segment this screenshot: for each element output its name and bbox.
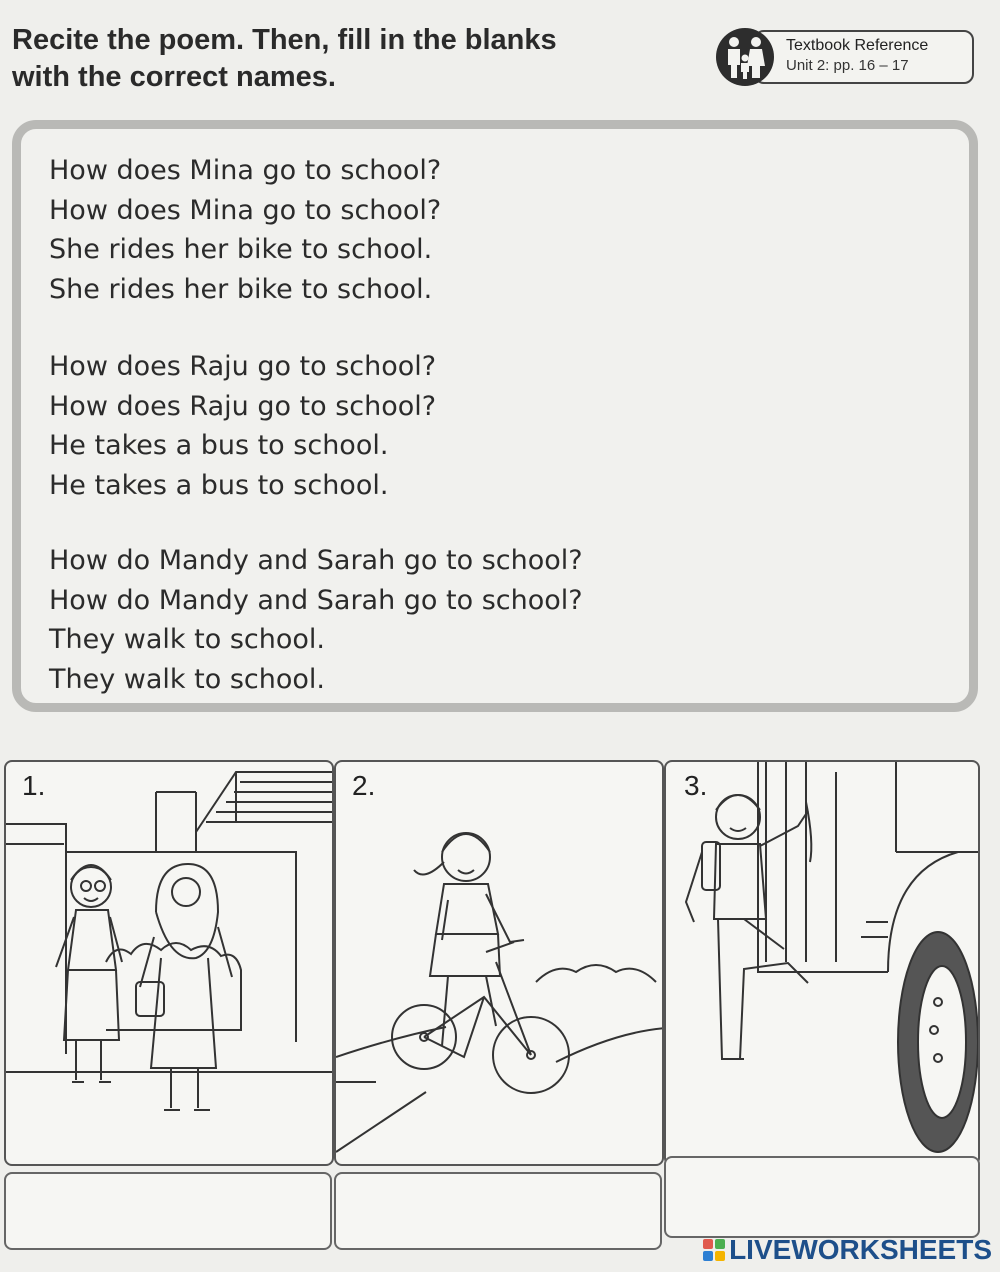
answer-blank-3[interactable] — [664, 1156, 980, 1238]
instruction-line-1: Recite the poem. Then, fill in the blanks — [12, 24, 557, 56]
poem-line: How does Raju go to school? — [49, 351, 437, 382]
picture-number: 1. — [22, 770, 46, 801]
picture-number: 2. — [352, 770, 376, 801]
answer-blank-2[interactable] — [334, 1172, 662, 1250]
textbook-reference-badge — [716, 28, 978, 86]
answer-blank-1[interactable] — [4, 1172, 332, 1250]
poem-line: How does Mina go to school? — [49, 194, 442, 226]
poem-stanza-3 — [49, 541, 583, 699]
poem-line: They walk to school. — [49, 663, 325, 695]
poem-line: How does Mina go to school? — [49, 155, 442, 186]
poem-box — [12, 120, 978, 712]
poem-stanza-1 — [49, 151, 441, 309]
poem-line: How do Mandy and Sarah go to school? — [49, 545, 583, 576]
poem-line: She rides her bike to school. — [49, 234, 433, 265]
poem-line: He takes a bus to school. — [49, 430, 389, 461]
liveworksheets-watermark — [703, 1234, 992, 1266]
poem-line: How does Raju go to school? — [49, 390, 437, 422]
picture-panel-1 — [4, 760, 334, 1166]
instruction-line-2: with the correct names. — [12, 61, 336, 93]
instruction-text — [12, 22, 652, 96]
poem-line: How do Mandy and Sarah go to school? — [49, 584, 583, 616]
family-icon — [716, 28, 774, 86]
poem-stanza-2 — [49, 347, 436, 505]
textbook-reference-box — [754, 30, 974, 84]
girl-riding-bike-illustration — [336, 762, 664, 1166]
picture-panel-2 — [334, 760, 664, 1166]
boy-boarding-bus-illustration — [666, 762, 980, 1166]
textbook-reference-title: Textbook Reference — [786, 37, 929, 54]
picture-number: 3. — [684, 770, 708, 801]
poem-line: He takes a bus to school. — [49, 469, 389, 501]
poem-line: She rides her bike to school. — [49, 273, 433, 305]
liveworksheets-logo-icon — [703, 1239, 725, 1261]
watermark-text: LIVEWORKSHEETS — [729, 1234, 992, 1265]
textbook-reference-pages: Unit 2: pp. 16 – 17 — [786, 57, 909, 74]
two-girls-walking-illustration — [6, 762, 334, 1166]
picture-panel-3 — [664, 760, 980, 1166]
poem-line: They walk to school. — [49, 624, 325, 655]
